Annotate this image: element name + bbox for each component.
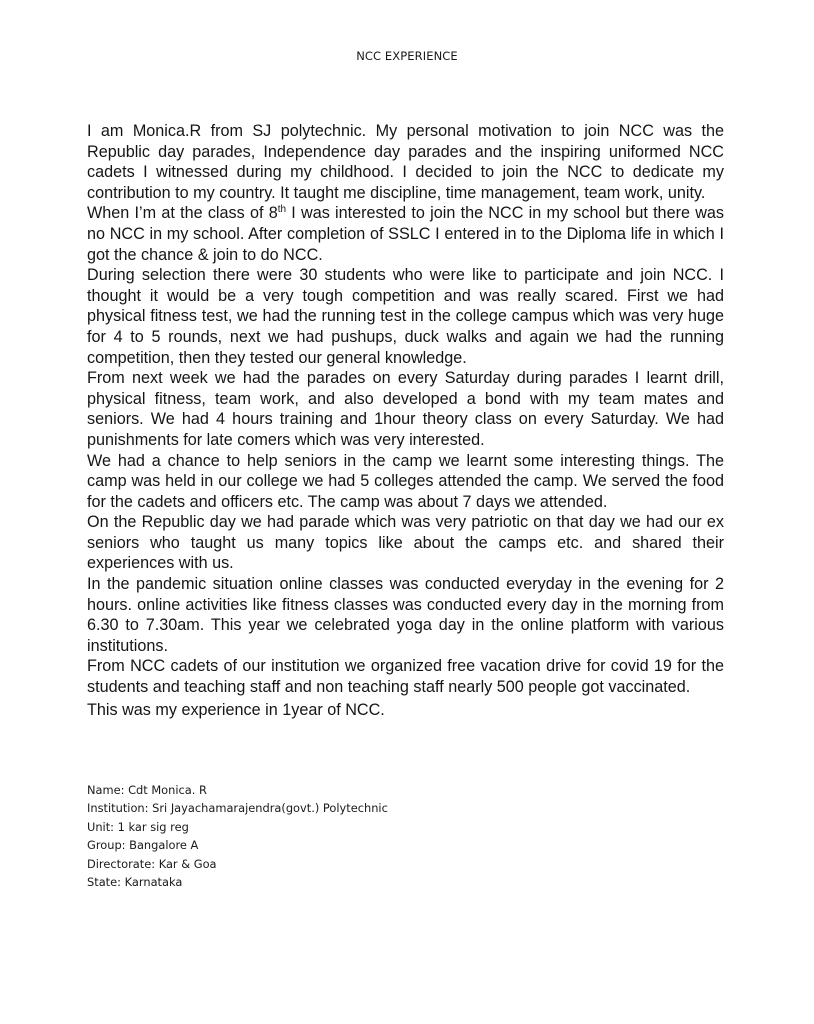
detail-group [87, 836, 388, 854]
cadet-details [87, 781, 388, 891]
paragraph-pandemic: In the pandemic situation online classes was conducted everyday in the evening for 2 hours. online activities like fitness classes was conducted every day in the morning from 6.30 to 7.30am. This year we celebrated yoga day in the online platform with various institutions. [87, 575, 724, 655]
detail-label: State: [87, 875, 121, 890]
detail-directorate [87, 855, 388, 873]
paragraph-school [87, 203, 724, 265]
ordinal-superscript: th [277, 204, 287, 216]
paragraph-school-end: I was interested to join the NCC in my school but there was no NCC in my school. After completion of SSLC I entered in to the Diploma life in which I got the chance & join to do NCC. [87, 204, 724, 264]
detail-value: Karnataka [124, 875, 183, 890]
paragraph-school-start: When I’m at the class of 8 [87, 204, 278, 223]
detail-name [87, 781, 388, 799]
paragraph-parades: From next week we had the parades on every Saturday during parades I learnt drill, physical fitness, team work, and also developed a bond with my team mates and seniors. We had 4 hours training and 1hour theory class on every Saturday. We had punishments for late comers which was very interested. [87, 369, 724, 449]
detail-state [87, 873, 388, 891]
detail-label: Unit: [87, 819, 115, 834]
detail-unit [87, 818, 388, 836]
paragraph-conclusion: This was my experience in 1year of NCC. [87, 700, 385, 719]
detail-label: Directorate: [87, 856, 156, 871]
detail-value: Kar & Goa [158, 856, 217, 871]
detail-value: Cdt Monica. R [128, 783, 207, 797]
detail-label: Group: [87, 838, 126, 853]
paragraph-selection: During selection there were 30 students who were like to participate and join NCC. I thought it would be a very tough competition and was really scared. First we had physical fitness test, we had the running test in the college campus which was very huge for 4 to 5 rounds, next we had pushups, duck walks and again we had the running competition, then they tested our general knowledge. [87, 266, 724, 367]
detail-institution [87, 799, 388, 817]
document-body [87, 121, 724, 720]
detail-label: Institution: [87, 801, 149, 816]
detail-value: 1 kar sig reg [117, 819, 189, 834]
detail-label: Name: [87, 783, 125, 797]
detail-value: Bangalore A [129, 838, 199, 853]
document-title: NCC EXPERIENCE [356, 49, 458, 63]
detail-value: Sri Jayachamarajendra(govt.) Polytechnic [152, 801, 388, 816]
paragraph-camp: We had a chance to help seniors in the camp we learnt some interesting things. The camp was held in our college we had 5 colleges attended the camp. We served the food for the cadets and officers etc. The camp was about 7 days we attended. [87, 451, 724, 511]
paragraph-republic-day: On the Republic day we had parade which was very patriotic on that day we had our ex seniors who taught us many topics like about the camps etc. and shared their experiences with us. [87, 513, 724, 573]
paragraph-motivation: I am Monica.R from SJ polytechnic. My personal motivation to join NCC was the Republic day parades, Independence day parades and the inspiring uniformed NCC cadets I witnessed during my childhood. I decided to join the NCC to dedicate my contribution to my country. It taught me discipline, time management, team work, unity. [87, 122, 724, 202]
paragraph-vaccination-drive: From NCC cadets of our institution we organized free vacation drive for covid 19 for the students and teaching staff and non teaching staff nearly 500 people got vaccinated. [87, 657, 724, 697]
